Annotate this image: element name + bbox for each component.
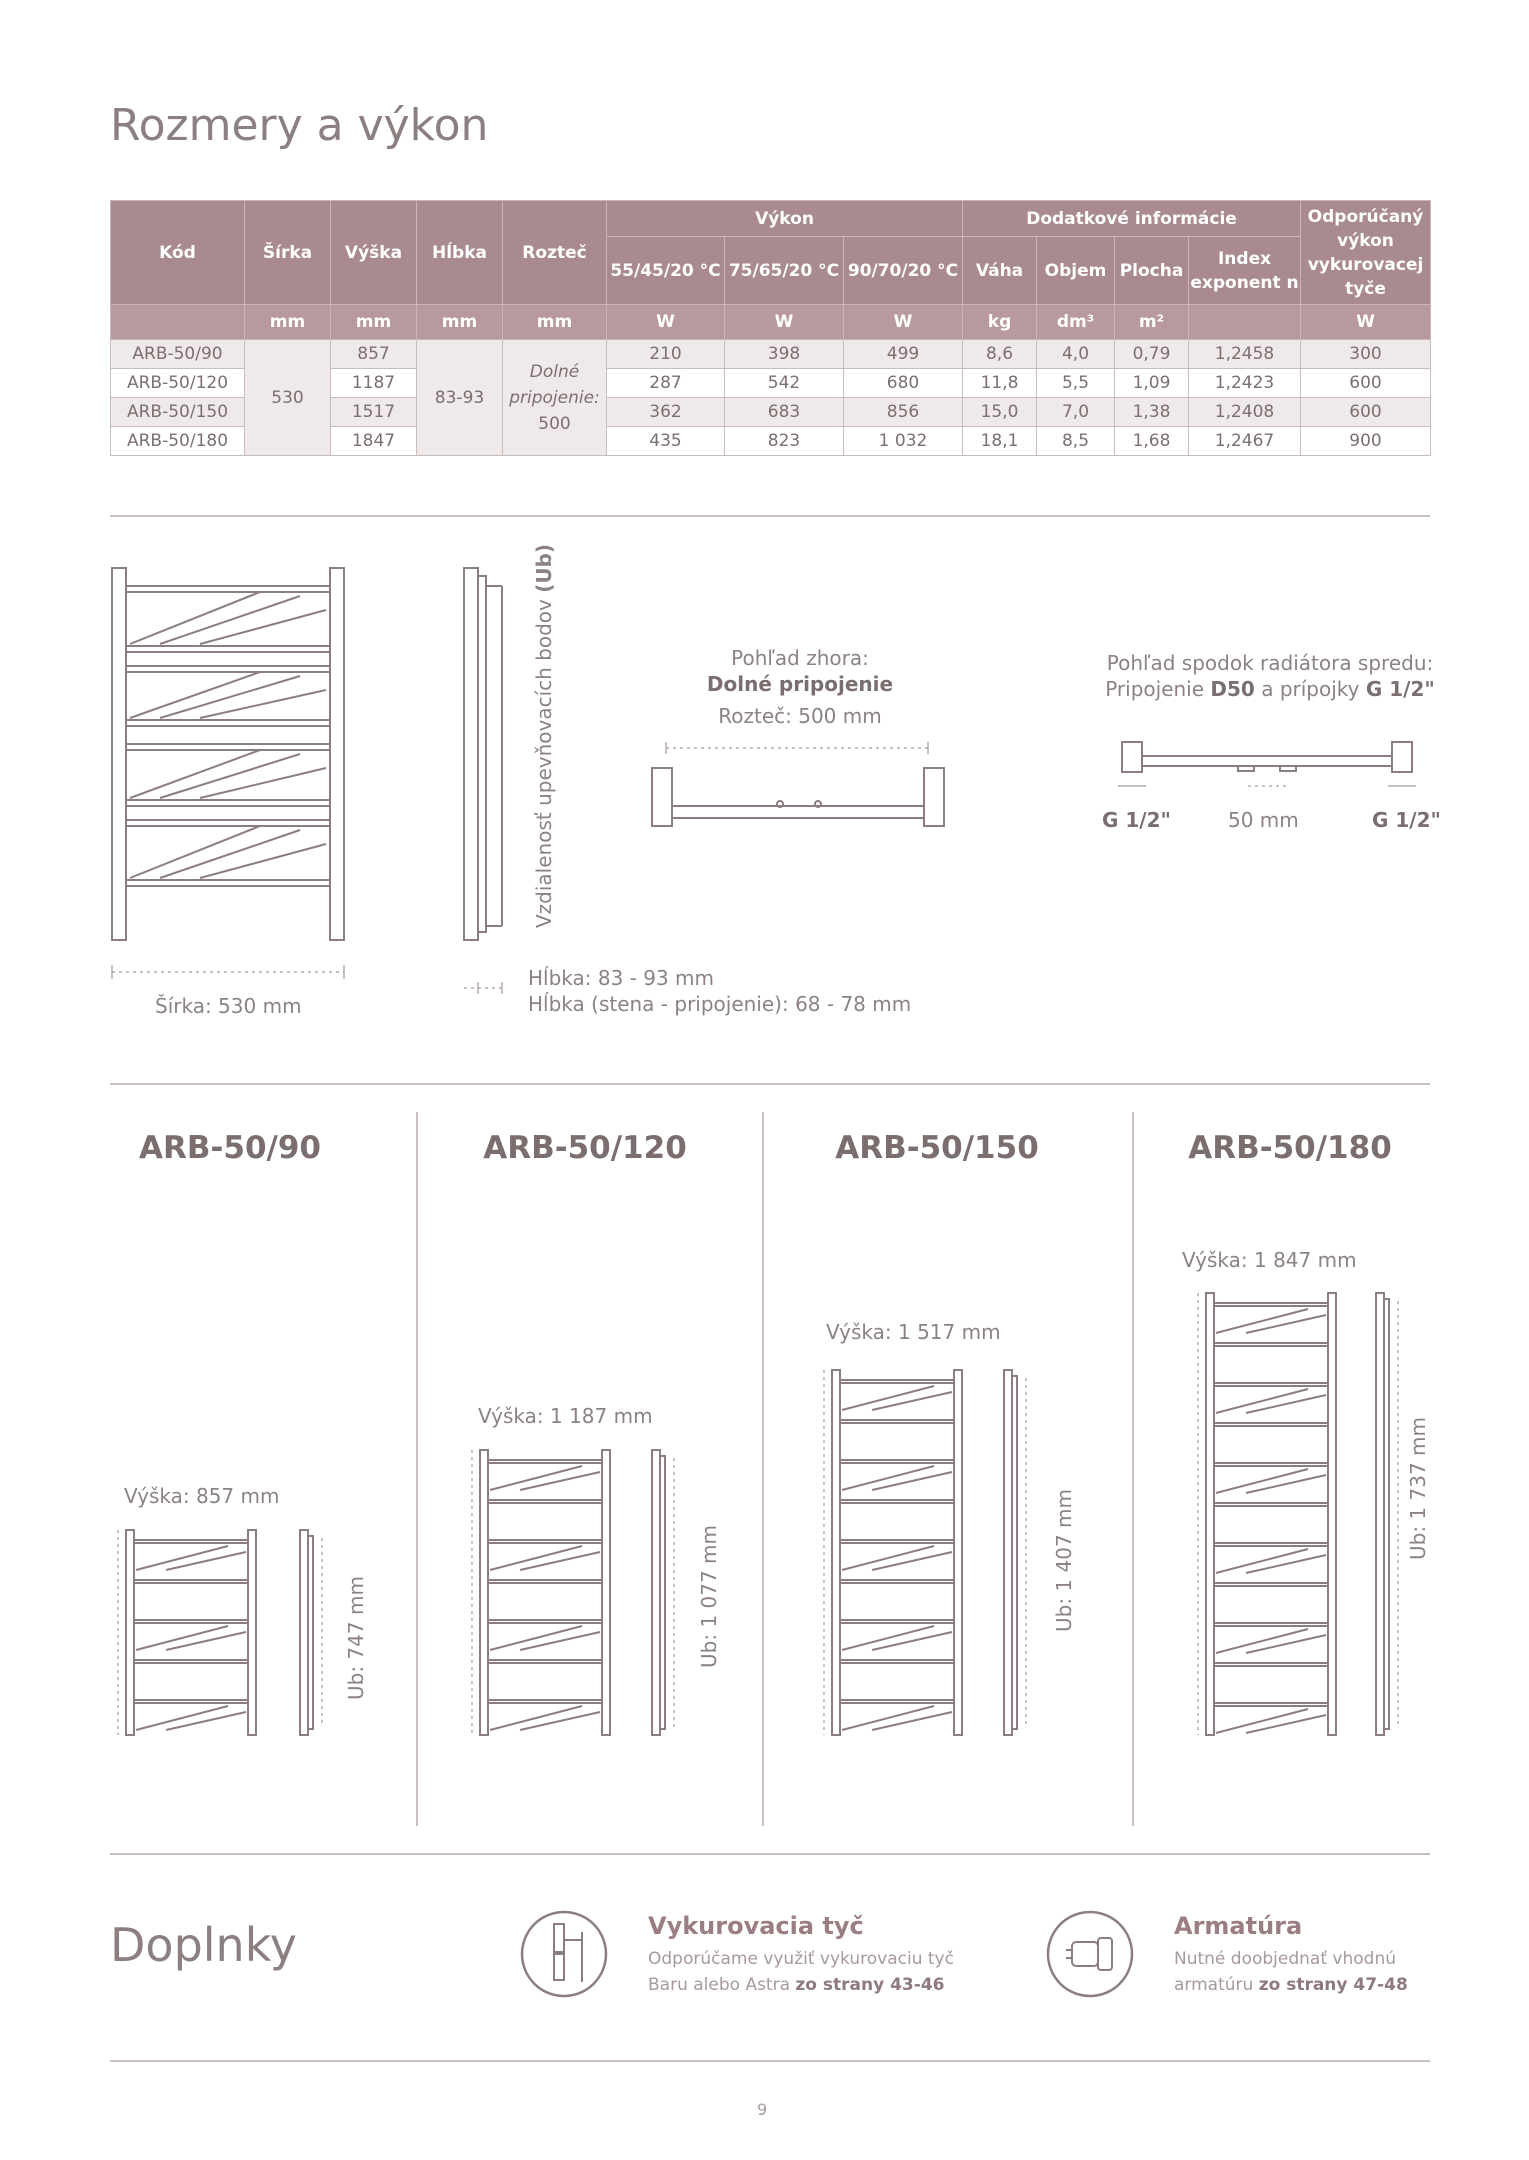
- col-odporucany-line: tyče: [1345, 278, 1386, 299]
- accessories-title: Doplnky: [110, 1918, 297, 1972]
- top-view-title: Pohľad zhora:: [731, 646, 869, 670]
- cell-kod: ARB-50/90: [111, 340, 245, 369]
- accessory-desc-line: Odporúčame využiť vykurovaciu tyč: [648, 1949, 954, 1969]
- col-kod: Kód: [111, 201, 245, 305]
- cell-sirka: 530: [245, 340, 331, 456]
- unit-cell: W: [844, 305, 963, 340]
- bottom-view-drawing: [1118, 742, 1416, 786]
- cell-index: 1,2467: [1189, 427, 1301, 456]
- bottom-view-bold: G 1/2": [1365, 677, 1435, 701]
- cell-hlbka: 83-93: [417, 340, 503, 456]
- roztec-line: 500: [538, 413, 571, 434]
- unit-cell: W: [607, 305, 725, 340]
- cell-kod: ARB-50/150: [111, 398, 245, 427]
- model-ub-label: Ub: 747 mm: [344, 1576, 368, 1700]
- model-ub-label: Ub: 1 737 mm: [1406, 1416, 1430, 1560]
- cell-v2: 398: [725, 340, 844, 369]
- cell-v2: 683: [725, 398, 844, 427]
- cell-vyska: 1187: [331, 369, 417, 398]
- model-title: ARB-50/120: [483, 1130, 687, 1166]
- bottom-view-bold: D50: [1210, 677, 1255, 701]
- cell-objem: 4,0: [1037, 340, 1115, 369]
- cell-v3: 1 032: [844, 427, 963, 456]
- unit-cell: mm: [503, 305, 607, 340]
- model-ub-label: Ub: 1 077 mm: [697, 1524, 721, 1668]
- bottom-view-title: Pohľad spodok radiátora spredu:: [1106, 651, 1434, 675]
- unit-cell: mm: [417, 305, 503, 340]
- cell-v1: 287: [607, 369, 725, 398]
- col-v3: 90/70/20 °C: [844, 237, 963, 305]
- model-height-label: Výška: 857 mm: [124, 1484, 280, 1508]
- cell-objem: 5,5: [1037, 369, 1115, 398]
- cell-odp: 900: [1301, 427, 1431, 456]
- col-vaha: Váha: [963, 237, 1037, 305]
- roztec-line: Dolné: [529, 361, 580, 382]
- bottom-view-caption: [1080, 650, 1460, 702]
- col-index-line: exponent n: [1190, 272, 1299, 293]
- cell-index: 1,2423: [1189, 369, 1301, 398]
- radiator-side-drawing: [464, 568, 502, 994]
- page-number: 9: [757, 2100, 768, 2119]
- cell-odp: 300: [1301, 340, 1431, 369]
- cell-kod: ARB-50/120: [111, 369, 245, 398]
- cell-v1: 210: [607, 340, 725, 369]
- accessory-desc-line: Nutné doobjednať vhodnú: [1174, 1949, 1396, 1969]
- model-height-label: Výška: 1 517 mm: [826, 1320, 1001, 1344]
- unit-cell: mm: [245, 305, 331, 340]
- col-plocha: Plocha: [1115, 237, 1189, 305]
- cell-v1: 362: [607, 398, 725, 427]
- g-right-label: G 1/2": [1372, 808, 1441, 832]
- top-view-drawing: [652, 742, 944, 826]
- cell-vyska: 1517: [331, 398, 417, 427]
- cell-index: 1,2408: [1189, 398, 1301, 427]
- top-view-caption: [640, 645, 960, 729]
- model-drawings: [0, 1200, 1529, 1760]
- distance-label-text: Vzdialenosť upevňovacích bodov: [532, 592, 556, 928]
- bottom-view-text: Pripojenie: [1105, 677, 1211, 701]
- accessory-desc: [648, 1946, 954, 1998]
- col-objem: Objem: [1037, 237, 1115, 305]
- distance-label: [532, 544, 556, 928]
- cell-v3: 856: [844, 398, 963, 427]
- bottom-view-text: a prípojky: [1254, 677, 1366, 701]
- unit-cell: W: [1301, 305, 1431, 340]
- unit-cell: dm³: [1037, 305, 1115, 340]
- col-odporucany-line: výkon: [1337, 230, 1394, 251]
- cell-vaha: 18,1: [963, 427, 1037, 456]
- top-view-spacing: Rozteč: 500 mm: [718, 704, 882, 728]
- model-title: ARB-50/90: [139, 1130, 321, 1166]
- top-view-connection: Dolné pripojenie: [706, 672, 894, 696]
- page-title: Rozmery a výkon: [110, 100, 489, 151]
- g-left-label: G 1/2": [1102, 808, 1171, 832]
- cell-v2: 542: [725, 369, 844, 398]
- radiator-front-drawing: [112, 568, 344, 979]
- col-odporucany-line: vykurovacej: [1307, 254, 1424, 275]
- cell-plocha: 0,79: [1115, 340, 1189, 369]
- cell-index: 1,2458: [1189, 340, 1301, 369]
- accessory-desc-text: Baru alebo Astra: [648, 1975, 796, 1995]
- cell-vaha: 11,8: [963, 369, 1037, 398]
- model-height-label: Výška: 1 187 mm: [478, 1404, 653, 1428]
- accessory-desc-bold: zo strany 43-46: [795, 1975, 945, 1995]
- col-index-line: Index: [1217, 248, 1272, 269]
- heating-rod-icon: [520, 1910, 610, 2000]
- depth-wall-label: Hĺbka (stena - pripojenie): 68 - 78 mm: [528, 992, 912, 1016]
- cell-v2: 823: [725, 427, 844, 456]
- cell-odp: 600: [1301, 369, 1431, 398]
- unit-cell: mm: [331, 305, 417, 340]
- model-height-label: Výška: 1 847 mm: [1182, 1248, 1357, 1272]
- section-divider: [110, 2060, 1430, 2062]
- bottom-view-connection: [1080, 676, 1460, 702]
- width-label: Šírka: 530 mm: [155, 994, 302, 1018]
- roztec-line: pripojenie:: [509, 387, 600, 408]
- model-title: ARB-50/150: [835, 1130, 1039, 1166]
- model-ub-label: Ub: 1 407 mm: [1052, 1488, 1076, 1632]
- cell-objem: 8,5: [1037, 427, 1115, 456]
- section-divider: [110, 1083, 1430, 1085]
- cell-vaha: 8,6: [963, 340, 1037, 369]
- accessory-title: Vykurovacia tyč: [648, 1912, 864, 1940]
- col-odporucany-line: Odporúčaný: [1307, 206, 1424, 227]
- group-vykon: Výkon: [607, 201, 963, 237]
- cell-vyska: 857: [331, 340, 417, 369]
- accessory-title: Armatúra: [1174, 1912, 1303, 1940]
- col-sirka: Šírka: [245, 201, 331, 305]
- col-v2: 75/65/20 °C: [725, 237, 844, 305]
- cell-plocha: 1,38: [1115, 398, 1189, 427]
- col-vyska: Výška: [331, 201, 417, 305]
- model-title: ARB-50/180: [1188, 1130, 1392, 1166]
- col-roztec: Rozteč: [503, 201, 607, 305]
- cell-plocha: 1,09: [1115, 369, 1189, 398]
- unit-cell: m²: [1115, 305, 1189, 340]
- accessory-desc-line: [648, 1972, 954, 1998]
- cell-vaha: 15,0: [963, 398, 1037, 427]
- cell-v1: 435: [607, 427, 725, 456]
- unit-cell: kg: [963, 305, 1037, 340]
- cell-odp: 600: [1301, 398, 1431, 427]
- distance-label-bold: (Ub): [532, 543, 556, 593]
- section-divider: [110, 1853, 1430, 1855]
- col-v1: 55/45/20 °C: [607, 237, 725, 305]
- accessory-desc-bold: zo strany 47-48: [1258, 1975, 1408, 1995]
- accessory-desc-text: armatúru: [1174, 1975, 1259, 1995]
- cell-v3: 499: [844, 340, 963, 369]
- depth-label: Hĺbka: 83 - 93 mm: [528, 966, 715, 990]
- accessory-desc-line: [1174, 1972, 1408, 1998]
- cell-vyska: 1847: [331, 427, 417, 456]
- g-mid-label: 50 mm: [1228, 808, 1299, 832]
- accessory-desc: [1174, 1946, 1408, 1998]
- cell-kod: ARB-50/180: [111, 427, 245, 456]
- valve-icon: [1046, 1910, 1136, 2000]
- cell-v3: 680: [844, 369, 963, 398]
- group-dodatkove: Dodatkové informácie: [963, 201, 1301, 237]
- col-hlbka: Hĺbka: [417, 201, 503, 305]
- cell-objem: 7,0: [1037, 398, 1115, 427]
- unit-cell: W: [725, 305, 844, 340]
- cell-plocha: 1,68: [1115, 427, 1189, 456]
